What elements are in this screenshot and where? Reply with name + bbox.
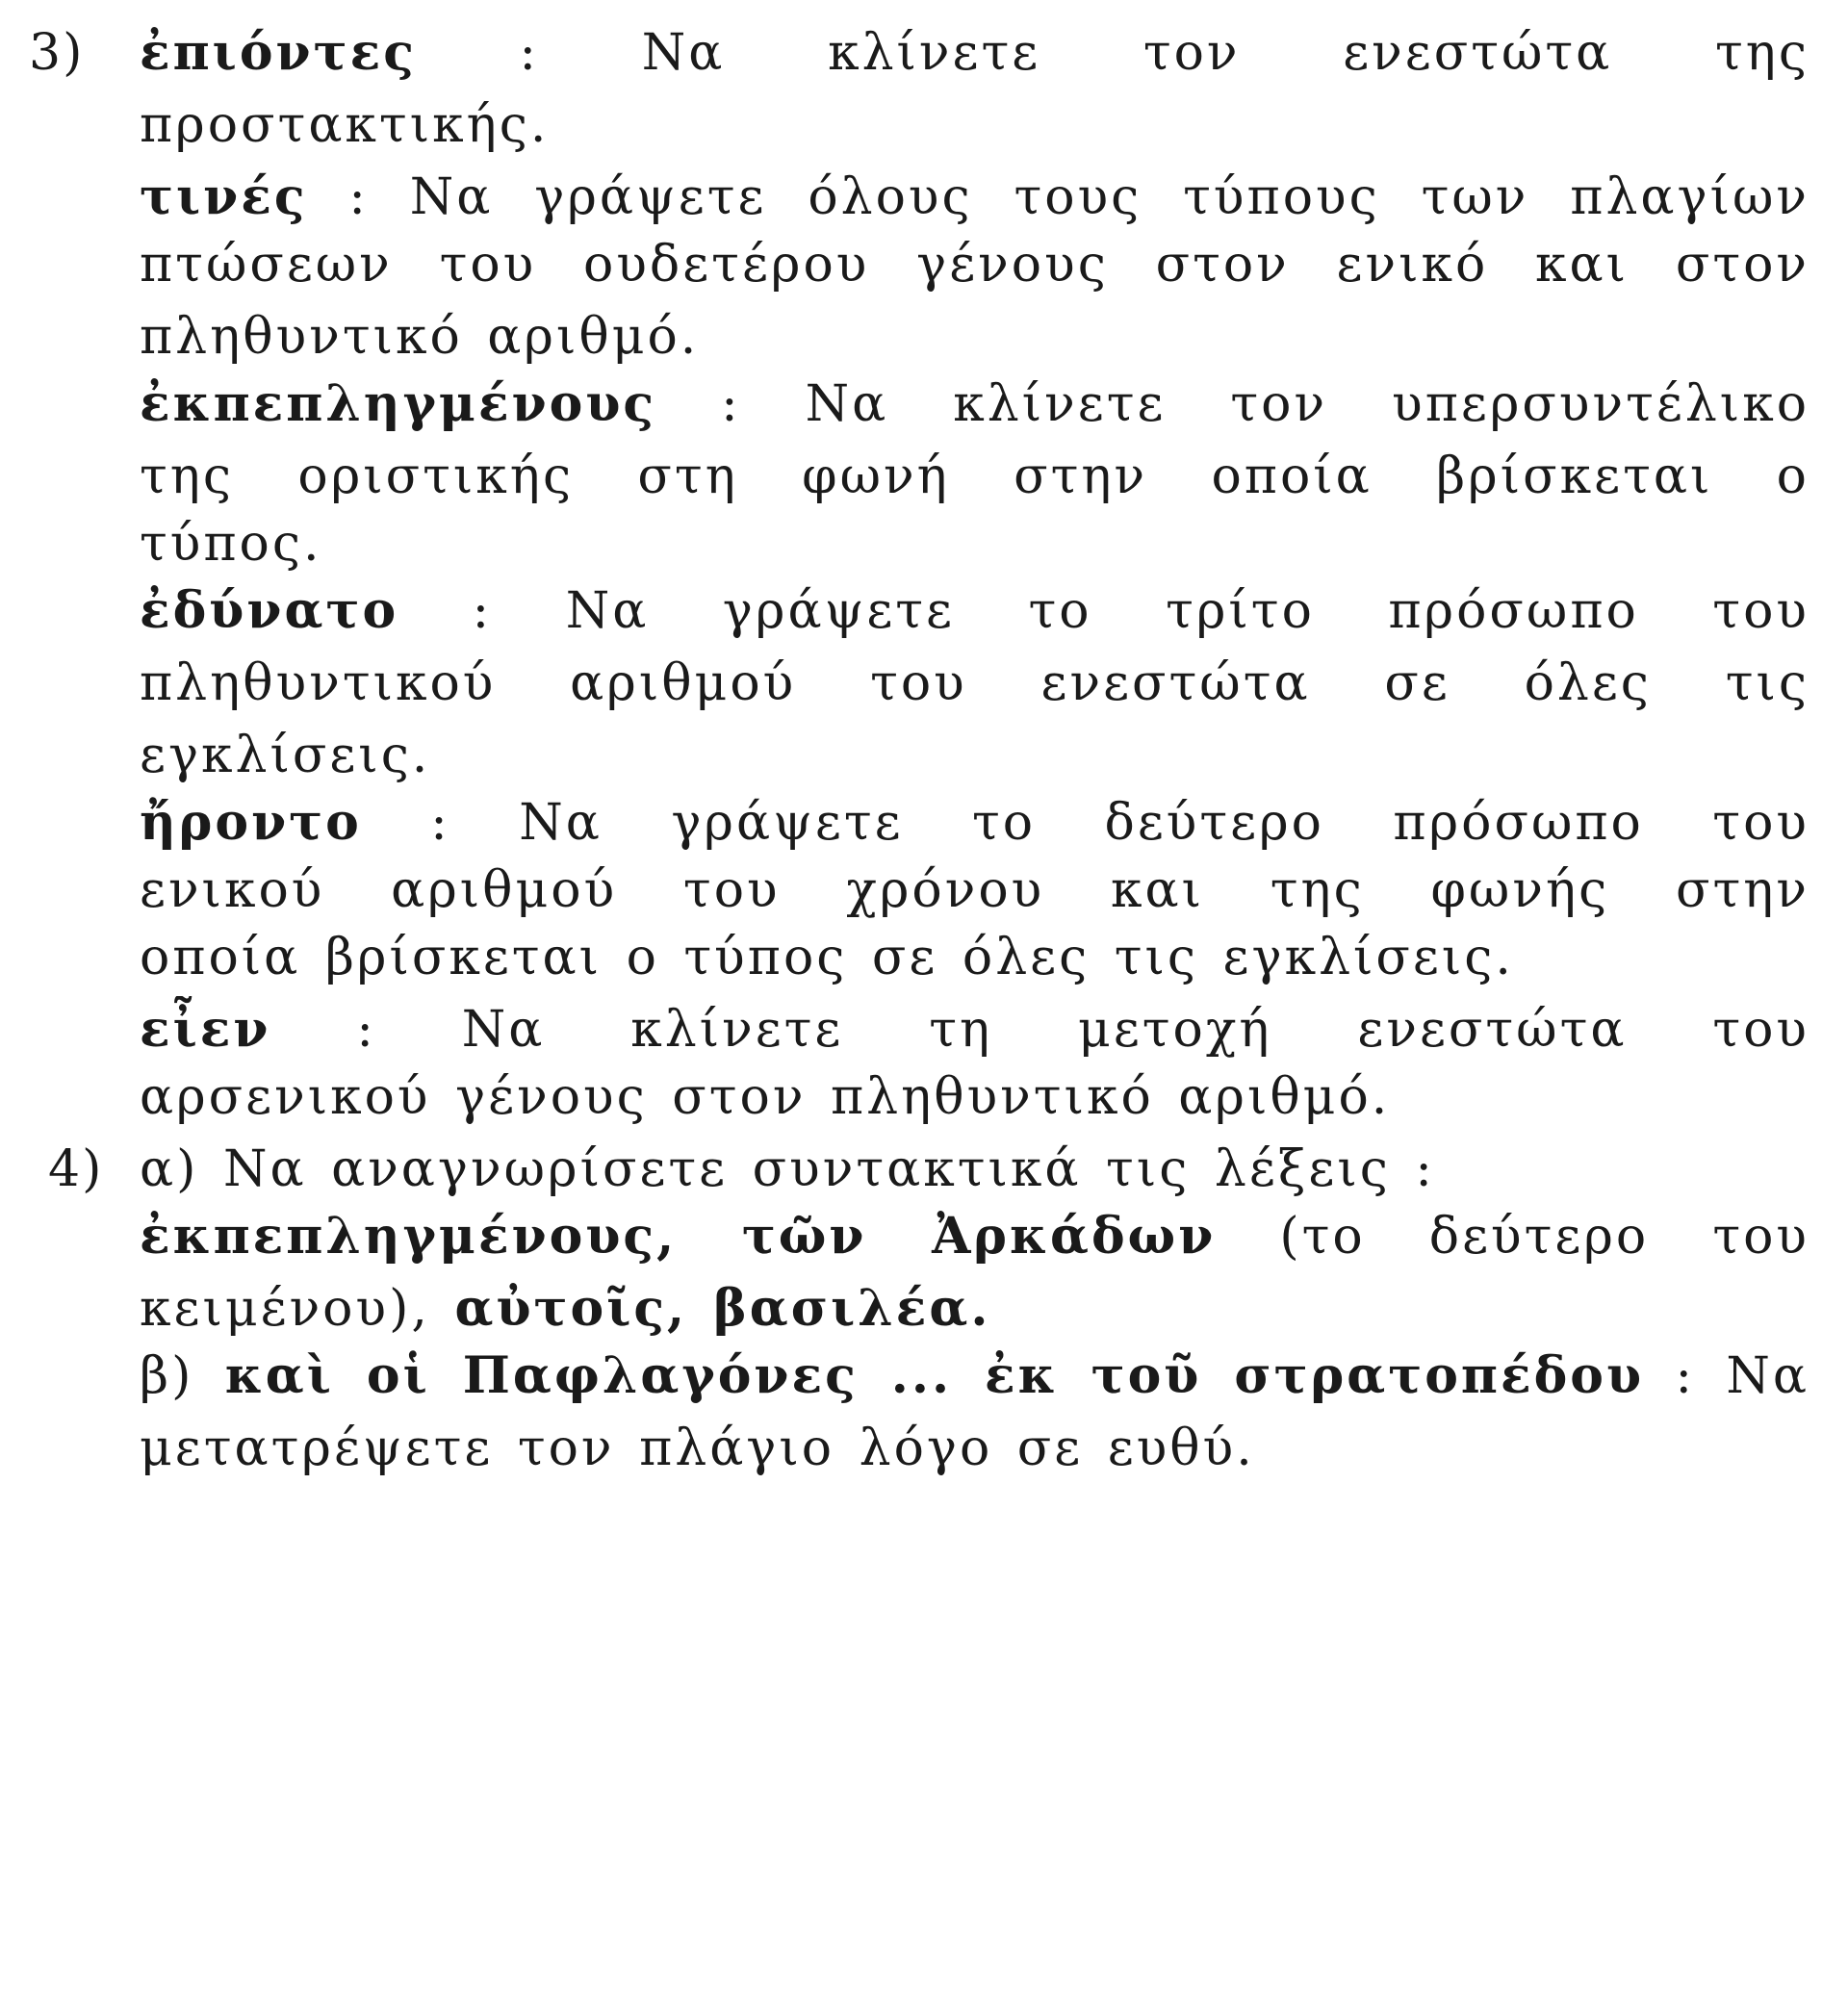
- part-a-task: Να αναγνωρίσετε συντακτικά τις λέξεις :: [222, 1140, 1435, 1198]
- task-text: Να κλίνετε τον υπερσυντέλικο: [805, 375, 1810, 433]
- task-text: Να κλίνετε τη μετοχή ενεστώτα του: [461, 1001, 1810, 1059]
- term-eronto: ἤροντο: [140, 793, 362, 852]
- item-eien-line-2: αρσενικού γένους στον πληθυντικό αριθμό.: [140, 1068, 1391, 1126]
- item-edynato-line-1: [140, 577, 1810, 645]
- term-tines: τινές: [140, 167, 308, 226]
- part-b-task-1: Να: [1726, 1347, 1810, 1405]
- item-eronto-line-2: ενικού αριθμού του χρόνου και της φωνής στην: [140, 861, 1810, 919]
- item-edynato-line-3: εγκλίσεις.: [140, 727, 431, 784]
- term-eien: εἶεν: [140, 1000, 271, 1059]
- item-tines-line-1: [140, 164, 1810, 231]
- item-ekpeplegmenous-line-2: της οριστικής στη φωνή στην οποία βρίσκεται ο: [140, 448, 1810, 505]
- item-epiontes-line-1: [140, 19, 1810, 87]
- part-a-words-1: ἐκπεπληγμένους, τῶν Ἀρκάδων: [140, 1207, 1217, 1266]
- task-text: Να γράψετε όλους τους τύπους των πλαγίων: [409, 168, 1810, 226]
- item-ekpeplegmenous-line-3: τύπος.: [140, 515, 322, 573]
- part-b-line-2: μετατρέψετε τον πλάγιο λόγο σε ευθύ.: [140, 1420, 1255, 1477]
- colon: :: [1644, 1347, 1727, 1405]
- part-a-label: α): [140, 1140, 199, 1198]
- task-text: Να κλίνετε τον ενεστώτα της: [641, 24, 1810, 82]
- item-edynato-line-2: πληθυντικού αριθμού του ενεστώτα σε όλες τις: [140, 654, 1810, 712]
- colon: :: [270, 1001, 462, 1059]
- colon: :: [307, 168, 410, 226]
- item-eronto-line-3: οποία βρίσκεται ο τύπος σε όλες τις εγκλίσεις.: [140, 929, 1514, 986]
- part-a-line-2: [140, 1203, 1810, 1270]
- part-a-note-1: (το δεύτερο του: [1279, 1208, 1810, 1266]
- term-epiontes: ἐπιόντες: [140, 23, 417, 82]
- item-tines-line-3: πληθυντικό αριθμό.: [140, 308, 700, 366]
- part-a-line-1: [140, 1136, 1810, 1203]
- section-4-number: 4): [48, 1140, 104, 1198]
- item-ekpeplegmenous-line-1: [140, 371, 1810, 438]
- part-a-line-3: [140, 1275, 1810, 1343]
- task-text: Να γράψετε το τρίτο πρόσωπο του: [565, 582, 1810, 640]
- item-eien-line-1: [140, 996, 1810, 1063]
- part-b-phrase: καὶ οἱ Παφλαγόνες ... ἐκ τοῦ στρατοπέδου: [224, 1346, 1645, 1405]
- part-a-words-2: αὐτοῖς, βασιλέα.: [454, 1279, 991, 1338]
- colon: :: [416, 24, 642, 82]
- part-b-label: β): [140, 1347, 194, 1405]
- colon: :: [398, 582, 566, 640]
- colon: :: [656, 375, 806, 433]
- colon: :: [361, 794, 520, 852]
- part-b-line-1: [140, 1343, 1810, 1410]
- task-text: Να γράψετε το δεύτερο πρόσωπο του: [519, 794, 1810, 852]
- item-eronto-line-1: [140, 789, 1810, 857]
- section-3-number: 3): [29, 24, 85, 82]
- part-a-note-2: κειμένου),: [140, 1280, 430, 1338]
- item-epiontes-line-2: προστακτικής.: [140, 96, 550, 154]
- term-edynato: ἐδύνατο: [140, 581, 399, 640]
- term-ekpeplegmenous: ἐκπεπληγμένους: [140, 374, 657, 433]
- item-tines-line-2: πτώσεων του ουδετέρου γένους στον ενικό και στον: [140, 236, 1810, 294]
